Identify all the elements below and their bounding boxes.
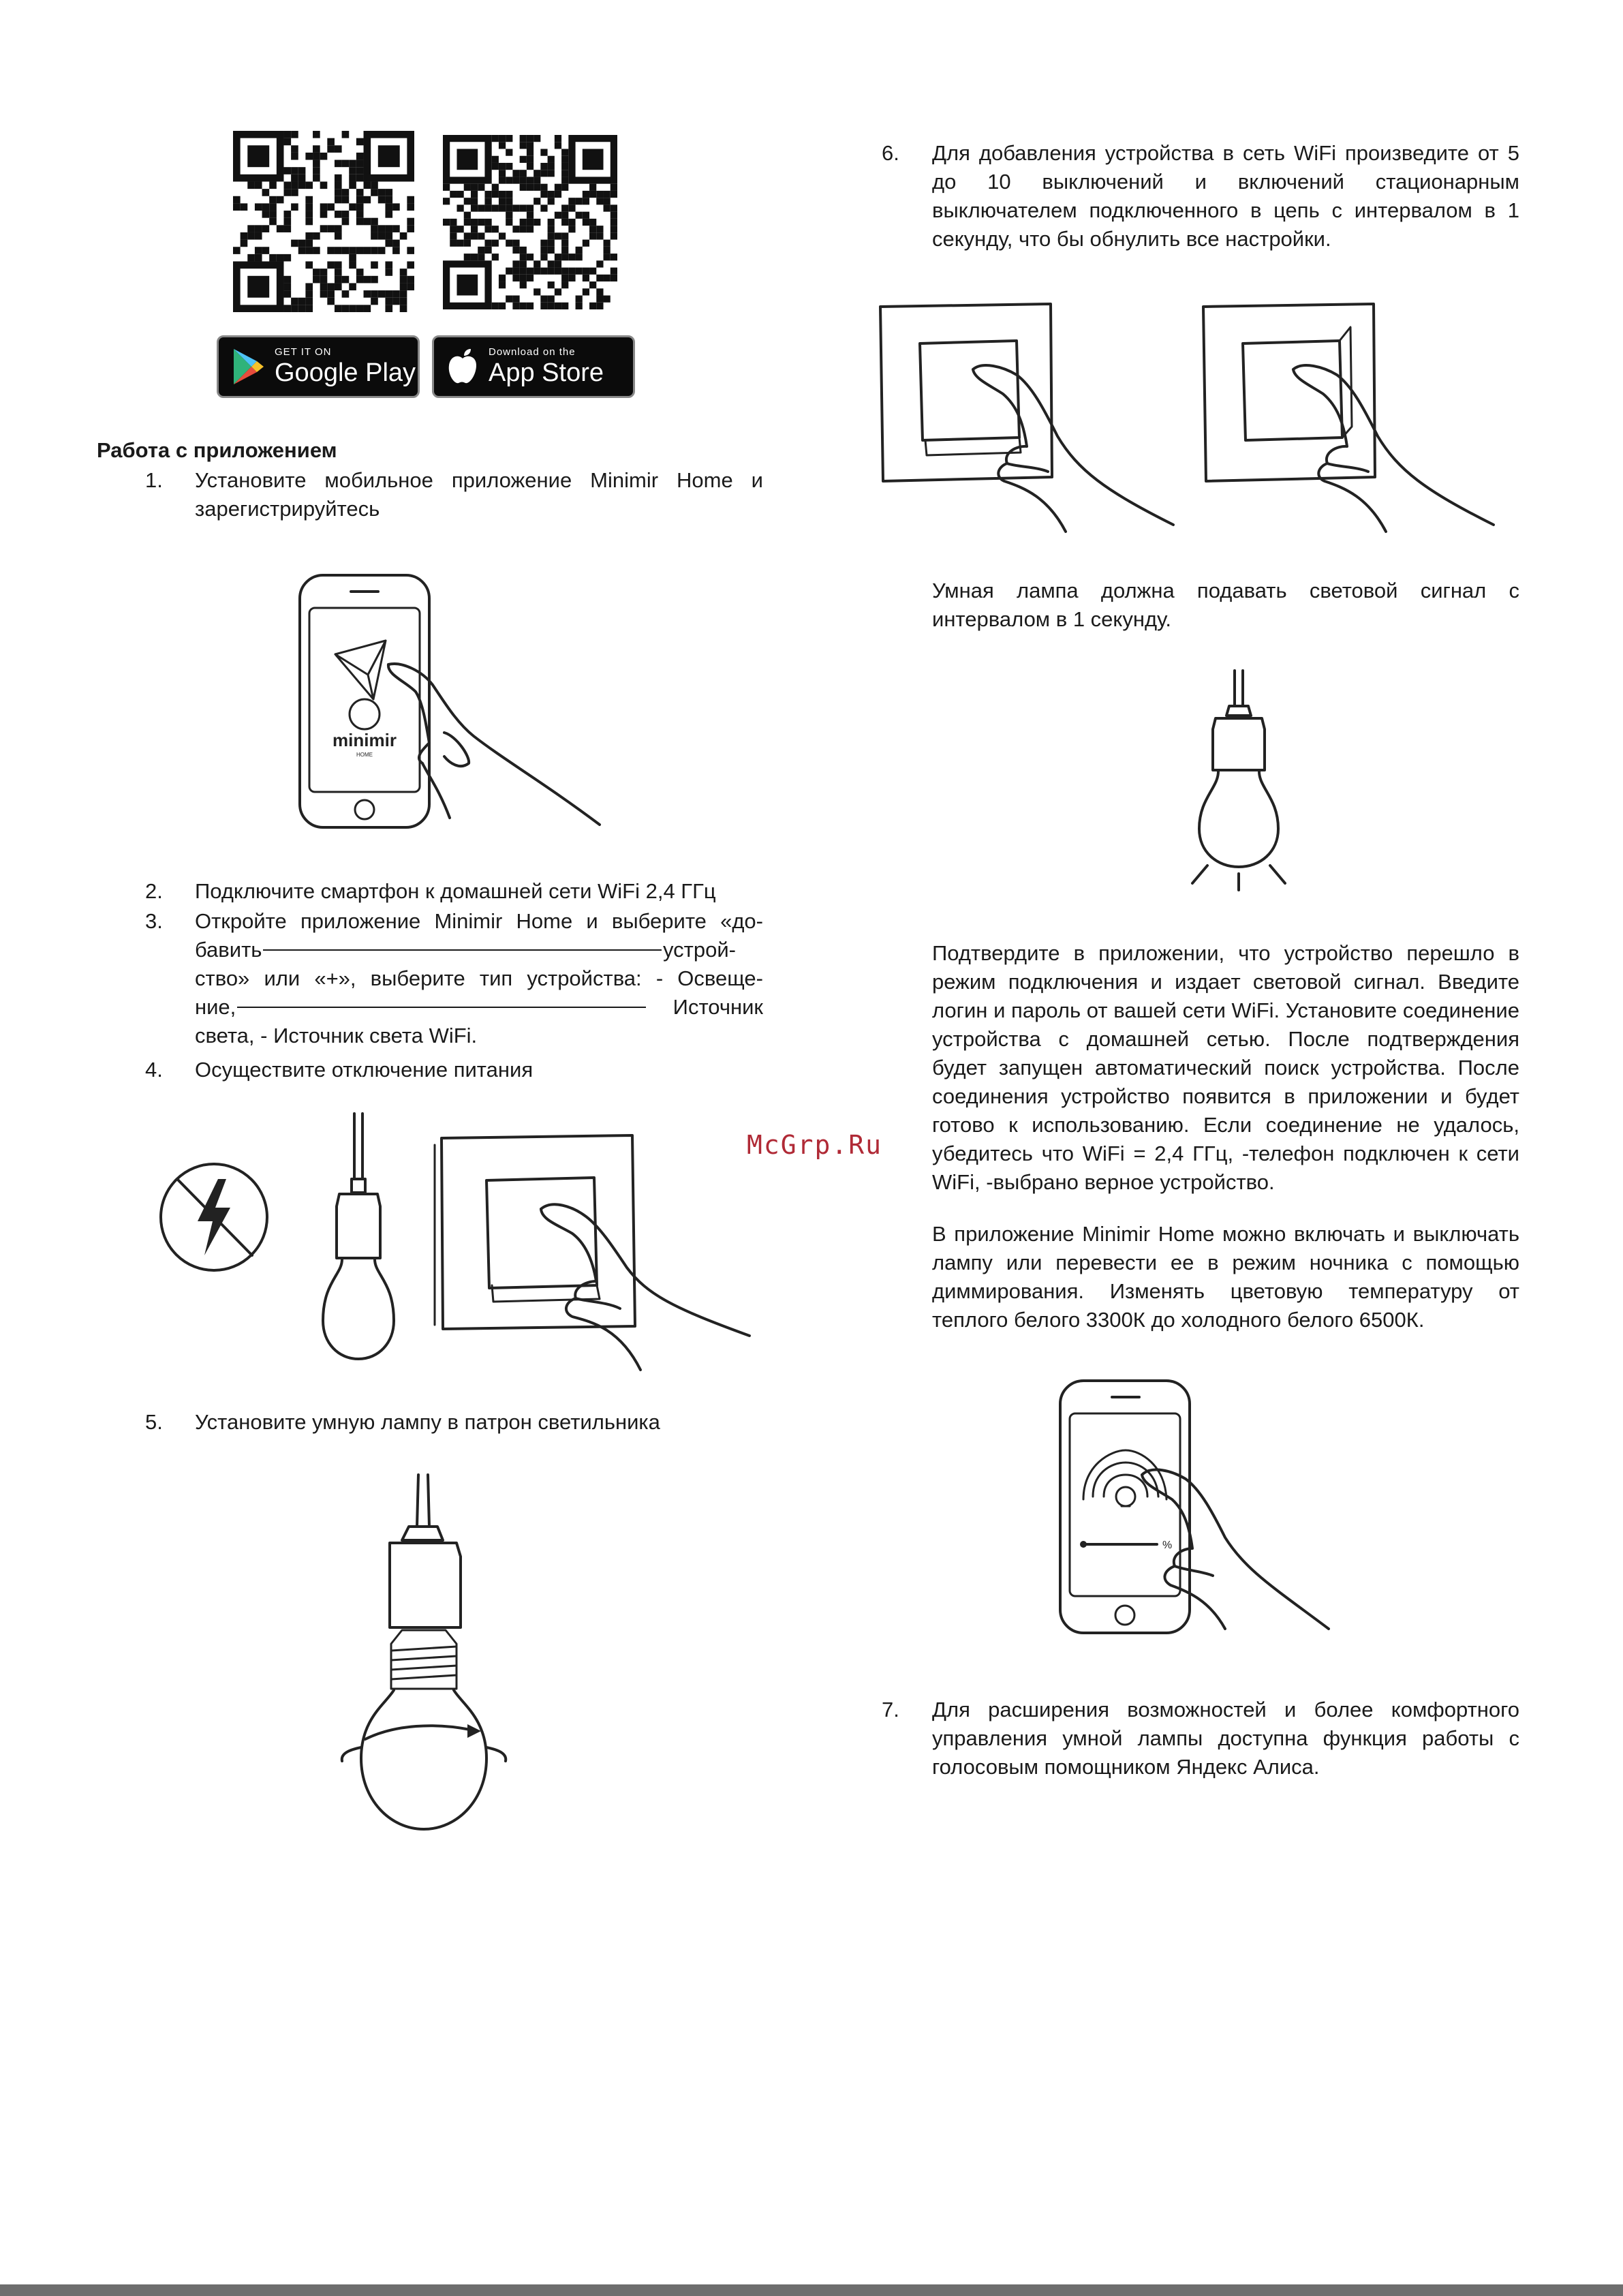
step-5-text: Установите умную лампу в патрон светильника bbox=[195, 1410, 660, 1434]
app-store-badge[interactable] bbox=[432, 335, 635, 398]
qr-code-icon bbox=[233, 131, 414, 312]
power-off-illustration bbox=[150, 1104, 763, 1383]
qr-code-icon bbox=[443, 135, 617, 309]
google-play-badge[interactable] bbox=[217, 335, 420, 398]
step-3-line-2b: устрой- bbox=[663, 938, 736, 962]
step-3-line-5: света, - Источник света WiFi. bbox=[195, 1024, 478, 1047]
confirm-paragraph: Подтвердите в приложении, что устройство перешло в режим подключения и издает световой сигнал. Введите логин и пароль от вашей сети WiFi. Установите соединение устройства с домашней сетью. После подтверждения будет запущен автоматический поиск устройства. После соединения устройство появится в приложении и будет готово к использованию. Если соединение не удалось, убедитесь что WiFi = 2,4 ГГц, -телефон подключен к сети WiFi, -выбрано верное устройство. bbox=[932, 941, 1519, 1194]
switch-toggle-illustration bbox=[874, 293, 1521, 538]
google-play-icon bbox=[231, 348, 265, 386]
step-3-line-4b: Источник bbox=[673, 995, 763, 1019]
step-3-text bbox=[195, 907, 763, 1050]
step-6-text: Для добавления устройства в сеть WiFi произведите от 5 до 10 выключений и включений стационарным выключателем подключенного в цепь с интервалом в 1 секунду, что бы обнулить все настройки. bbox=[932, 141, 1519, 251]
step-3-line-2a: бавить bbox=[195, 938, 262, 962]
step-1-text: Установите мобильное приложение Minimir Home и зарегистрируйтесь bbox=[195, 468, 763, 521]
flashing-bulb-illustration bbox=[1172, 668, 1308, 900]
light-bulb-icon bbox=[1199, 671, 1278, 867]
signal-paragraph: Умная лампа должна подавать световой сигнал с интервалом в 1 секунду. bbox=[932, 579, 1519, 631]
watermark: McGrp.Ru bbox=[747, 1130, 883, 1160]
app-store-small-label: Download on the bbox=[489, 346, 576, 358]
step-2-number: 2. bbox=[145, 879, 163, 903]
google-play-big-label: Google Play bbox=[275, 358, 416, 387]
step-3-line-4a: ние, bbox=[195, 995, 236, 1019]
step-1-number: 1. bbox=[145, 468, 163, 492]
bulb-install-illustration bbox=[334, 1472, 531, 1840]
phone-brand-sub-label: HOME bbox=[356, 752, 373, 758]
light-bulb-icon bbox=[361, 1690, 486, 1829]
wall-switch-icon bbox=[880, 304, 1052, 481]
step-4-text: Осуществите отключение питания bbox=[195, 1058, 534, 1082]
smartphone-icon bbox=[300, 575, 429, 827]
step-4-number: 4. bbox=[145, 1058, 163, 1082]
step-6-number: 6. bbox=[882, 141, 899, 165]
step-3-line-2 bbox=[195, 936, 763, 964]
step-3-line-3: ство» или «+», выберите тип устройства: - Освеще- bbox=[195, 966, 763, 990]
bottom-edge-bar bbox=[0, 2284, 1623, 2296]
step-3-line-1: Откройте приложение Minimir Home и выберите «до- bbox=[195, 909, 763, 933]
dimmer-percent-label: % bbox=[1162, 1540, 1173, 1551]
step-5-number: 5. bbox=[145, 1410, 163, 1434]
control-paragraph: В приложение Minimir Home можно включать и выключать лампу или перевести ее в режим ночника с помощью диммирования. Изменять цветовую температуру от теплого белого 3300К до холодного белого 6500К. bbox=[932, 1222, 1519, 1332]
hand-icon bbox=[1293, 365, 1494, 532]
app-store-big-label: App Store bbox=[489, 358, 604, 387]
apple-icon bbox=[446, 348, 479, 386]
google-play-small-label: GET IT ON bbox=[275, 346, 332, 358]
no-power-icon bbox=[161, 1164, 267, 1270]
section-title: Работа с приложением bbox=[97, 438, 337, 462]
wall-switch-icon bbox=[1203, 304, 1375, 481]
step-3-rule-2 bbox=[237, 1007, 645, 1008]
step-7-number: 7. bbox=[882, 1698, 899, 1721]
dimmer-app-illustration bbox=[1049, 1370, 1349, 1642]
phone-brand-label: minimir bbox=[333, 730, 397, 750]
step-3-number: 3. bbox=[145, 909, 163, 933]
light-bulb-icon bbox=[323, 1114, 394, 1359]
step-3-line-4 bbox=[195, 993, 763, 1022]
hand-icon bbox=[973, 365, 1173, 532]
wall-switch-icon bbox=[435, 1135, 635, 1329]
smartphone-app-illustration bbox=[286, 566, 606, 838]
step-3-rule-1 bbox=[263, 949, 662, 951]
step-7-text: Для расширения возможностей и более комфортного управления умной лампы доступна функция работы с голосовым помощником Яндекс Алиса. bbox=[932, 1698, 1519, 1779]
step-2-text: Подключите смартфон к домашней сети WiFi 2,4 ГГц bbox=[195, 879, 716, 903]
